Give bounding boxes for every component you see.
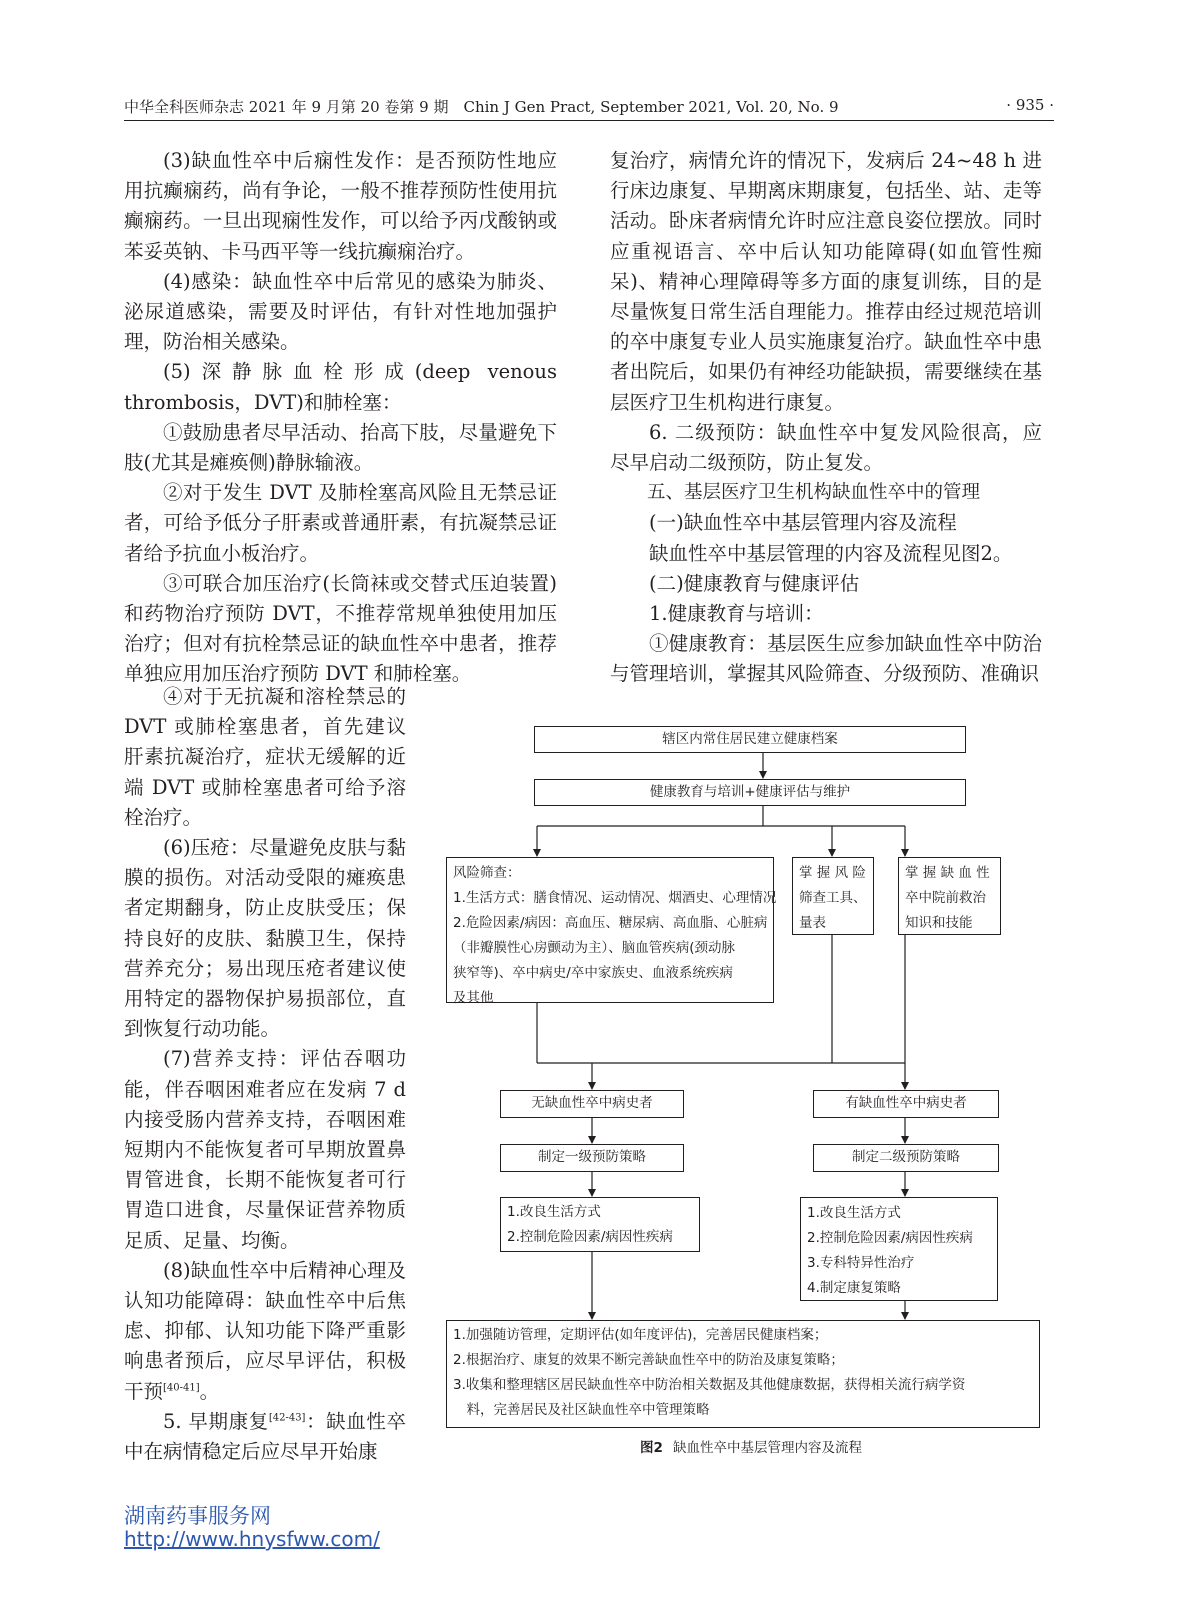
box-no-stroke-history (500, 1090, 684, 1118)
paragraph-dvt: (5)深静脉血栓形成(deep venous thrombosis，DVT)和肺栓塞： (124, 360, 557, 414)
box-has-stroke-history (813, 1090, 999, 1118)
header-rule (124, 120, 1054, 121)
secondary-measure-item: 4.制定康复策略 (807, 1280, 901, 1296)
watermark-site-name: 湖南药事服务网 (124, 1504, 271, 1528)
subsection-heading-1: (一)缺血性卒中基层管理内容及流程 (649, 511, 957, 535)
box-secondary-prevention (813, 1144, 999, 1172)
screening-line: （非瓣膜性心房颤动为主）、脑血管疾病(颈动脉 (453, 940, 736, 956)
box-health-archive-label: 辖区内常住居民建立健康档案 (662, 731, 838, 747)
paragraph-dvt-item-1: ①鼓励患者尽早活动、抬高下肢，尽量避免下肢(尤其是瘫痪侧)静脉输液。 (124, 420, 557, 475)
box-primary-prevention (500, 1144, 684, 1172)
psychology-text: (8)缺血性卒中后精神心理及认知功能障碍：缺血性卒中后焦虑、抑郁、认知功能下降严重影响患者预后，应尽早评估，积极干预 (124, 1258, 406, 1403)
screening-line: 1.生活方式：膳食情况、运动情况、烟酒史、心理情况 (453, 890, 777, 906)
box-primary-measures (500, 1197, 700, 1252)
left-column (124, 146, 557, 690)
flowchart-figure (446, 716, 1056, 1456)
paragraph-education-title: 1.健康教育与培训： (649, 602, 824, 626)
secondary-measure-item: 3.专科特异性治疗 (807, 1255, 915, 1271)
follow-up-item: 3.收集和整理辖区居民缺血性卒中防治相关数据及其他健康数据，获得相关流行病学资 (453, 1377, 966, 1393)
follow-up-item: 2.根据治疗、康复的效果不断完善缺血性卒中的防治及康复策略； (453, 1352, 844, 1368)
firstaid-line: 掌 握 缺 血 性 (905, 865, 990, 881)
paragraph-dvt-item-3: ③可联合加压治疗(长筒袜或交替式压迫装置)和药物治疗预防 DVT，不推荐常规单独使用加压治疗；但对有抗栓禁忌证的缺血性卒中患者，推荐单独应用加压治疗预防 DVT 和肺栓塞。 (124, 571, 557, 686)
paragraph-see-figure: 缺血性卒中基层管理的内容及流程见图2。 (649, 541, 1013, 565)
running-header (124, 94, 1054, 120)
tools-line: 筛查工具、 (799, 890, 867, 906)
firstaid-line: 卒中院前救治 (905, 890, 986, 906)
box-health-education (534, 779, 966, 806)
no-history-label: 无缺血性卒中病史者 (531, 1095, 653, 1111)
paragraph-rehab-cont: 复治疗，病情允许的情况下，发病后 24~48 h 进行床边康复、早期离床期康复，包括坐、站、走等活动。卧床者病情允许时应注意良姿位摆放。同时应重视语言、卒中后认知功能障碍(如血管性痴呆)、精神心理障碍等多方面的康复训练，目的是尽量恢复日常生活自理能力。推荐由经过规范培训的卒中康复专业人员实施康复治疗。缺血性卒中患者出院后，如果仍有神经功能缺损，需要继续在基层医疗卫生机构进行康复。 (610, 149, 1042, 414)
left-narrow-column (124, 682, 406, 1467)
secondary-measure-item: 1.改良生活方式 (807, 1205, 901, 1221)
paragraph-psychology (124, 1256, 406, 1407)
follow-up-item: 料，完善居民及社区缺血性卒中管理策略 (453, 1402, 710, 1418)
figure-label: 图2 (640, 1440, 663, 1456)
subsection-heading-2: (二)健康教育与健康评估 (649, 571, 860, 595)
right-column (610, 146, 1042, 690)
paragraph-infection: (4)感染：缺血性卒中后常见的感染为肺炎、泌尿道感染，需要及时评估，有针对性地加强护理，防治相关感染。 (124, 269, 557, 354)
box-risk-screening (446, 857, 777, 1006)
box-health-education-label: 健康教育与培训+健康评估与维护 (649, 784, 851, 800)
figure-caption (446, 1436, 1056, 1456)
paragraph-secondary-prevention: 6. 二级预防：缺血性卒中复发风险很高，应尽早启动二级预防，防止复发。 (610, 420, 1042, 475)
psychology-end: 。 (199, 1379, 220, 1403)
rehab-title: 5. 早期康复 (163, 1409, 269, 1433)
paragraph-seizure: (3)缺血性卒中后痫性发作：是否预防性地应用抗癫痫药，尚有争论，一般不推荐预防性使用抗癫痫药。一旦出现痫性发作，可以给予丙戊酸钠或苯妥英钠、卡马西平等一线抗癫痫治疗。 (124, 149, 557, 263)
box-health-archive (534, 726, 966, 753)
screening-line: 风险筛查： (453, 865, 521, 881)
box-screening-tools (792, 857, 874, 935)
screening-line: 狭窄等)、卒中病史/卒中家族史、血液系统疾病 (453, 965, 733, 981)
box-follow-up-management (446, 1320, 1040, 1428)
paragraph-pressure-sore: (6)压疮：尽量避免皮肤与黏膜的损伤。对活动受限的瘫痪患者定期翻身，防止皮肤受压；保持良好的皮肤、黏膜卫生，保持营养充分；易出现压疮者建议使用特定的器物保护易损部位，直到恢复行动功能。 (124, 836, 406, 1041)
screening-line: 及其他 (453, 990, 494, 1006)
page-number: · 935 · (1006, 96, 1054, 114)
citation-ref: [42-43] (268, 1412, 306, 1424)
section-heading: 五、基层医疗卫生机构缺血性卒中的管理 (647, 482, 981, 504)
tools-line: 掌 握 风 险 (799, 865, 866, 881)
firstaid-line: 知识和技能 (905, 915, 973, 931)
paragraph-education: ①健康教育：基层医生应参加缺血性卒中防治与管理培训，掌握其风险筛查、分级预防、准确识 (610, 632, 1042, 686)
paragraph-dvt-item-2: ②对于发生 DVT 及肺栓塞高风险且无禁忌证者，可给予低分子肝素或普通肝素，有抗凝禁忌证者给予抗血小板治疗。 (124, 481, 557, 565)
follow-up-item: 1.加强随访管理，定期评估(如年度评估)，完善居民健康档案； (453, 1327, 828, 1343)
paragraph-rehab (124, 1407, 406, 1467)
box-secondary-measures (800, 1197, 998, 1301)
screening-line: 2.危险因素/病因：高血压、糖尿病、高血脂、心脏病 (453, 915, 768, 931)
secondary-measure-item: 2.控制危险因素/病因性疾病 (807, 1230, 973, 1246)
citation-ref: [40-41] (163, 1382, 200, 1394)
box-prehospital-care (898, 857, 1001, 935)
primary-measure-item: 2.控制危险因素/病因性疾病 (507, 1229, 673, 1245)
figure-title: 缺血性卒中基层管理内容及流程 (672, 1440, 862, 1456)
primary-measure-item: 1.改良生活方式 (507, 1204, 601, 1220)
tools-line: 量表 (799, 915, 826, 931)
primary-prevention-label: 制定一级预防策略 (538, 1149, 646, 1165)
journal-citation: 中华全科医师杂志 2021 年 9 月第 20 卷第 9 期 Chin J Gen Pract, September 2021, Vol. 20, No. 9 (124, 98, 839, 116)
has-history-label: 有缺血性卒中病史者 (845, 1095, 967, 1111)
secondary-prevention-label: 制定二级预防策略 (852, 1149, 960, 1165)
paragraph-nutrition: (7)营养支持：评估吞咽功能，伴吞咽困难者应在发病 7 d 内接受肠内营养支持，吞咽困难短期内不能恢复者可早期放置鼻胃管进食，长期不能恢复者可行胃造口进食，尽量保证营养物质足质、足量、均衡。 (124, 1047, 406, 1252)
watermark-url-link[interactable]: http://www.hnysfww.com/ (124, 1527, 380, 1551)
rehab-text: ：缺血性卒中在病情稳定后应尽早开始康 (124, 1409, 406, 1464)
paragraph-dvt-item-4: ④对于无抗凝和溶栓禁忌的 DVT 或肺栓塞患者，首先建议肝素抗凝治疗，症状无缓解的近端 DVT 或肺栓塞患者可给予溶栓治疗。 (124, 685, 406, 829)
